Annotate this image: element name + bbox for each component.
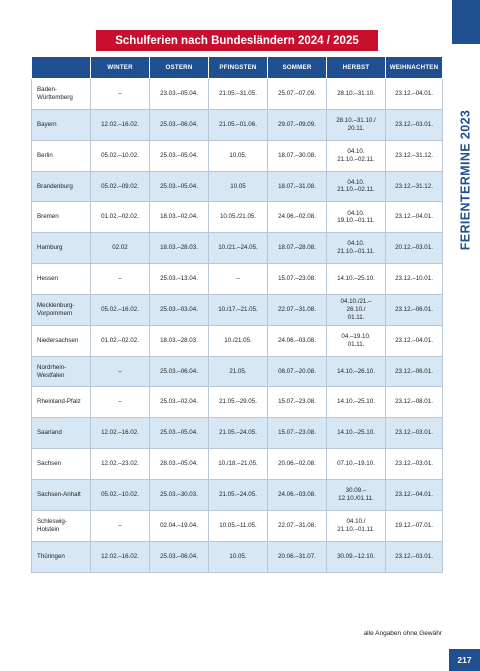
date-cell: 23.12.–08.01. <box>386 387 443 418</box>
date-cell: 23.12.–03.01. <box>386 449 443 480</box>
date-cell: 20.12.–03.01. <box>386 233 443 264</box>
state-name-cell: Niedersachsen <box>32 325 91 356</box>
page-title: Schulferien nach Bundesländern 2024 / 2025 <box>96 30 378 51</box>
date-cell: 01.02.–02.02. <box>91 202 150 233</box>
date-cell: 08.07.–20.08. <box>268 356 327 387</box>
state-name-cell: Nordrhein- Westfalen <box>32 356 91 387</box>
date-cell: 28.10.–31.10. <box>327 79 386 110</box>
date-cell: 05.02.–09.02. <box>91 171 150 202</box>
date-cell: 05.02.–16.02. <box>91 294 150 325</box>
date-cell: 04.10. 21.10.–01.11. <box>327 233 386 264</box>
date-cell: 18.03.–02.04. <box>150 202 209 233</box>
table-row <box>32 387 443 418</box>
state-name-cell: Hessen <box>32 264 91 295</box>
date-cell: 28.10.–31.10./ 20.11. <box>327 109 386 140</box>
date-cell: 07.10.–19.10. <box>327 449 386 480</box>
table-header-row <box>32 57 443 79</box>
date-cell: 25.03.–05.04. <box>150 171 209 202</box>
date-cell: 25.07.–07.09. <box>268 79 327 110</box>
date-cell: 25.03.–05.04. <box>150 140 209 171</box>
date-cell: 10.05.–11.05. <box>209 510 268 541</box>
state-name-cell: Sachsen <box>32 449 91 480</box>
date-cell: – <box>91 79 150 110</box>
date-cell: 18.03.–28.03. <box>150 233 209 264</box>
date-cell: 10./21.05. <box>209 325 268 356</box>
date-cell: 24.06.–02.08. <box>268 202 327 233</box>
page-number: 217 <box>449 649 480 671</box>
table-row <box>32 109 443 140</box>
header-winter: WINTER <box>91 57 150 79</box>
date-cell: 04.10./ 21.10.–01.11. <box>327 510 386 541</box>
table-row <box>32 356 443 387</box>
state-name-cell: Bremen <box>32 202 91 233</box>
date-cell: 23.12.–06.01. <box>386 356 443 387</box>
date-cell: 24.06.–03.08. <box>268 479 327 510</box>
date-cell: 02.04.–19.04. <box>150 510 209 541</box>
date-cell: 10./17.–21.05. <box>209 294 268 325</box>
state-name-cell: Sachsen-Anhalt <box>32 479 91 510</box>
date-cell: 20.06.–31.07. <box>268 541 327 572</box>
state-name-cell: Thüringen <box>32 541 91 572</box>
date-cell: 10.05. <box>209 541 268 572</box>
date-cell: 25.03.–13.04. <box>150 264 209 295</box>
date-cell: 15.07.–23.08. <box>268 264 327 295</box>
table-row <box>32 479 443 510</box>
table-row <box>32 325 443 356</box>
date-cell: 05.02.–10.02. <box>91 140 150 171</box>
state-name-cell: Mecklenburg- Vorpommern <box>32 294 91 325</box>
date-cell: 10.05. <box>209 140 268 171</box>
date-cell: 18.07.–31.08. <box>268 171 327 202</box>
header-weihnachten: WEIHNACHTEN <box>386 57 443 79</box>
date-cell: 25.03.–06.04. <box>150 356 209 387</box>
date-cell: 23.12.–04.01. <box>386 79 443 110</box>
table-row <box>32 418 443 449</box>
date-cell: 21.05.–29.05. <box>209 387 268 418</box>
date-cell: 12.02.–16.02. <box>91 418 150 449</box>
date-cell: 01.02.–02.02. <box>91 325 150 356</box>
date-cell: 14.10.–25.10. <box>327 264 386 295</box>
date-cell: 23.12.–03.01. <box>386 109 443 140</box>
date-cell: 28.03.–05.04. <box>150 449 209 480</box>
date-cell: 23.12.–31.12. <box>386 140 443 171</box>
date-cell: 14.10.–25.10. <box>327 418 386 449</box>
state-name-cell: Hamburg <box>32 233 91 264</box>
date-cell: 10.05 <box>209 171 268 202</box>
state-name-cell: Saarland <box>32 418 91 449</box>
state-name-cell: Baden- Württemberg <box>32 79 91 110</box>
date-cell: – <box>91 264 150 295</box>
holiday-table <box>31 56 443 573</box>
date-cell: 10.05./21.05. <box>209 202 268 233</box>
side-label <box>450 100 480 260</box>
date-cell: – <box>209 264 268 295</box>
date-cell: 30.09.– 12.10./01.11. <box>327 479 386 510</box>
date-cell: 29.07.–09.09. <box>268 109 327 140</box>
date-cell: – <box>91 510 150 541</box>
date-cell: 25.03.–02.04. <box>150 387 209 418</box>
table-row <box>32 140 443 171</box>
date-cell: 23.12.–31.12. <box>386 171 443 202</box>
date-cell: 12.02.–16.02. <box>91 109 150 140</box>
date-cell: 25.03.–03.04. <box>150 294 209 325</box>
date-cell: 23.12.–06.01. <box>386 294 443 325</box>
table-row <box>32 171 443 202</box>
state-name-cell: Bayern <box>32 109 91 140</box>
date-cell: 15.07.–23.08. <box>268 418 327 449</box>
date-cell: 02.02 <box>91 233 150 264</box>
state-name-cell: Brandenburg <box>32 171 91 202</box>
table-row <box>32 510 443 541</box>
table-row <box>32 449 443 480</box>
date-cell: 21.05.–24.05. <box>209 418 268 449</box>
date-cell: 23.12.–04.01. <box>386 325 443 356</box>
date-cell: 22.07.–31.08. <box>268 294 327 325</box>
header-state <box>32 57 91 79</box>
date-cell: 22.07.–31.08. <box>268 510 327 541</box>
date-cell: 12.02.–16.02. <box>91 541 150 572</box>
date-cell: 23.03.–05.04. <box>150 79 209 110</box>
date-cell: 04.10. 21.10.–02.11. <box>327 171 386 202</box>
date-cell: 25.03.–06.04. <box>150 541 209 572</box>
date-cell: 10./18.–21.05. <box>209 449 268 480</box>
date-cell: 20.06.–02.08. <box>268 449 327 480</box>
date-cell: 19.12.–07.01. <box>386 510 443 541</box>
date-cell: 25.03.–05.04. <box>150 418 209 449</box>
date-cell: 23.12.–10.01. <box>386 264 443 295</box>
date-cell: – <box>91 387 150 418</box>
table-row <box>32 294 443 325</box>
header-pfingsten: PFINGSTEN <box>209 57 268 79</box>
header-ostern: OSTERN <box>150 57 209 79</box>
date-cell: 04.10. 19.10.–01.11. <box>327 202 386 233</box>
state-name-cell: Rheinland-Pfalz <box>32 387 91 418</box>
date-cell: 21.05.–01.06. <box>209 109 268 140</box>
date-cell: – <box>91 356 150 387</box>
date-cell: 04.–19.10. 01.11. <box>327 325 386 356</box>
date-cell: 05.02.–10.02. <box>91 479 150 510</box>
date-cell: 14.10.–26.10. <box>327 356 386 387</box>
header-sommer: SOMMER <box>268 57 327 79</box>
date-cell: 21.05. <box>209 356 268 387</box>
date-cell: 18.07.–28.08. <box>268 233 327 264</box>
side-color-bar <box>452 0 480 44</box>
date-cell: 23.12.–04.01. <box>386 202 443 233</box>
date-cell: 23.12.–03.01. <box>386 541 443 572</box>
date-cell: 30.09.–12.10. <box>327 541 386 572</box>
side-label-text: FERIENTERMINE 2023 <box>458 109 473 251</box>
disclaimer-note: alle Angaben ohne Gewähr <box>363 630 442 637</box>
date-cell: 18.07.–30.08. <box>268 140 327 171</box>
date-cell: 04.10. 21.10.–02.11. <box>327 140 386 171</box>
date-cell: 24.06.–03.08. <box>268 325 327 356</box>
table-row <box>32 79 443 110</box>
table-row <box>32 264 443 295</box>
header-herbst: HERBST <box>327 57 386 79</box>
date-cell: 23.12.–04.01. <box>386 479 443 510</box>
date-cell: 21.05.–24.05. <box>209 479 268 510</box>
state-name-cell: Schleswig- Holstein <box>32 510 91 541</box>
date-cell: 12.02.–23.02. <box>91 449 150 480</box>
date-cell: 25.03.–30.03. <box>150 479 209 510</box>
date-cell: 10./21.–24.05. <box>209 233 268 264</box>
date-cell: 25.03.–06.04. <box>150 109 209 140</box>
date-cell: 23.12.–03.01. <box>386 418 443 449</box>
date-cell: 21.05.–31.05. <box>209 79 268 110</box>
date-cell: 15.07.–23.08. <box>268 387 327 418</box>
table-row <box>32 233 443 264</box>
date-cell: 04.10./21.– 26.10./ 01.11. <box>327 294 386 325</box>
table-row <box>32 541 443 572</box>
date-cell: 18.03.–28.03. <box>150 325 209 356</box>
date-cell: 14.10.–25.10. <box>327 387 386 418</box>
table-row <box>32 202 443 233</box>
state-name-cell: Berlin <box>32 140 91 171</box>
